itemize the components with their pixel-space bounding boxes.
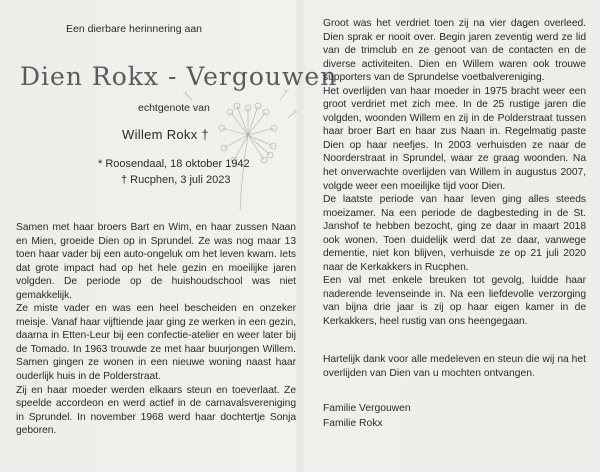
- intro-text: Een dierbare herinnering aan: [66, 23, 203, 35]
- paragraph: Zij en haar moeder werden elkaars steun en toeverlaat. Ze speelde accordeon en werd actief in de carnavalsvereniging in Sprundel. In november 1968 werd haar dochtertje Sonja geboren.: [16, 384, 296, 437]
- thanks-text: Hartelijk dank voor alle medeleven en steun die wij na het overlijden van Dien van u mochten ontvangen.: [323, 354, 586, 379]
- signature-rokx: Familie Rokx: [323, 418, 383, 429]
- spouse-name: Willem Rokx †: [122, 127, 209, 142]
- paragraph: Groot was het verdriet toen zij na vier dagen overleed. Dien sprak er nooit over. Begin jaren zeventig werd ze lid van de trimclub en ze genoot van de contacten en de diverse activiteiten. Dien en Willem waren ook trouwe supporters van de Sprundelse voetbalvereniging.: [323, 18, 586, 84]
- birth-date: * Roosendaal, 18 oktober 1942: [98, 158, 250, 170]
- biography-right: [323, 17, 586, 329]
- paragraph: Ze miste vader en was een heel bescheiden en onzeker meisje. Vanaf haar vijftiende jaar ging ze werken in een gezin, daarna in Etten-Leur bij een confectie-atelier en weer later bij de Tomado. In 1963 trouwde ze met haar buurjongen Willem. Samen gingen ze wonen in een nieuwe woning naast haar ouderlijk huis in de Polderstraat.: [16, 303, 296, 383]
- paragraph: De laatste periode van haar leven ging alles steeds moeizamer. Na een periode de dagbesteding in de St. Janshof te hebben bezocht, ging ze daar in maart 2018 ook wonen. Toen duidelijk werd dat ze daar, vanwege dementie, niet kon blijven, verhuisde ze op 21 juli 2020 naar de Kerkakkers in Rucphen.: [323, 194, 586, 273]
- deceased-name: Dien Rokx - Vergouwen: [20, 62, 338, 91]
- death-date: † Rucphen, 3 juli 2023: [121, 174, 231, 186]
- paragraph: Samen met haar broers Bart en Wim, en haar zussen Naan en Mien, groeide Dien op in Sprundel. Ze was nog maar 13 toen haar vader bij een auto-ongeluk om het leven kwam. Iets dat grote impact had op het hele gezin en moeilijke jaren volgden. De periode op de huishoudschool was niet gemakkelijk.: [16, 222, 296, 301]
- spouse-label: echtgenote van: [138, 102, 210, 114]
- signature-vergouwen: Familie Vergouwen: [323, 403, 411, 414]
- right-page: [300, 0, 600, 472]
- biography-left: [16, 221, 296, 438]
- paragraph: Een val met enkele breuken tot gevolg, luidde haar naderende levenseinde in. Na een liefdevolle verzorging van bijna drie jaar is zij op haar eigen kamer in de Kerkakkers, heel rustig van ons heengegaan.: [323, 275, 586, 328]
- paragraph: Het overlijden van haar moeder in 1975 bracht weer een groot verdriet met zich mee. In de 25 rustige jaren die volgden, woonden Willem en zij in de Polderstraat tussen haar broer Bart en haar zus Naan in. Regelmatig paste Dien op haar neefjes. In 2003 verhuisden ze naar de Noorderstraat in Sprundel, waar ze graag woonden. Na het onverwachte overlijden van Willem in augustus 2007, volgde weer een moeilijke tijd voor Dien.: [323, 85, 586, 192]
